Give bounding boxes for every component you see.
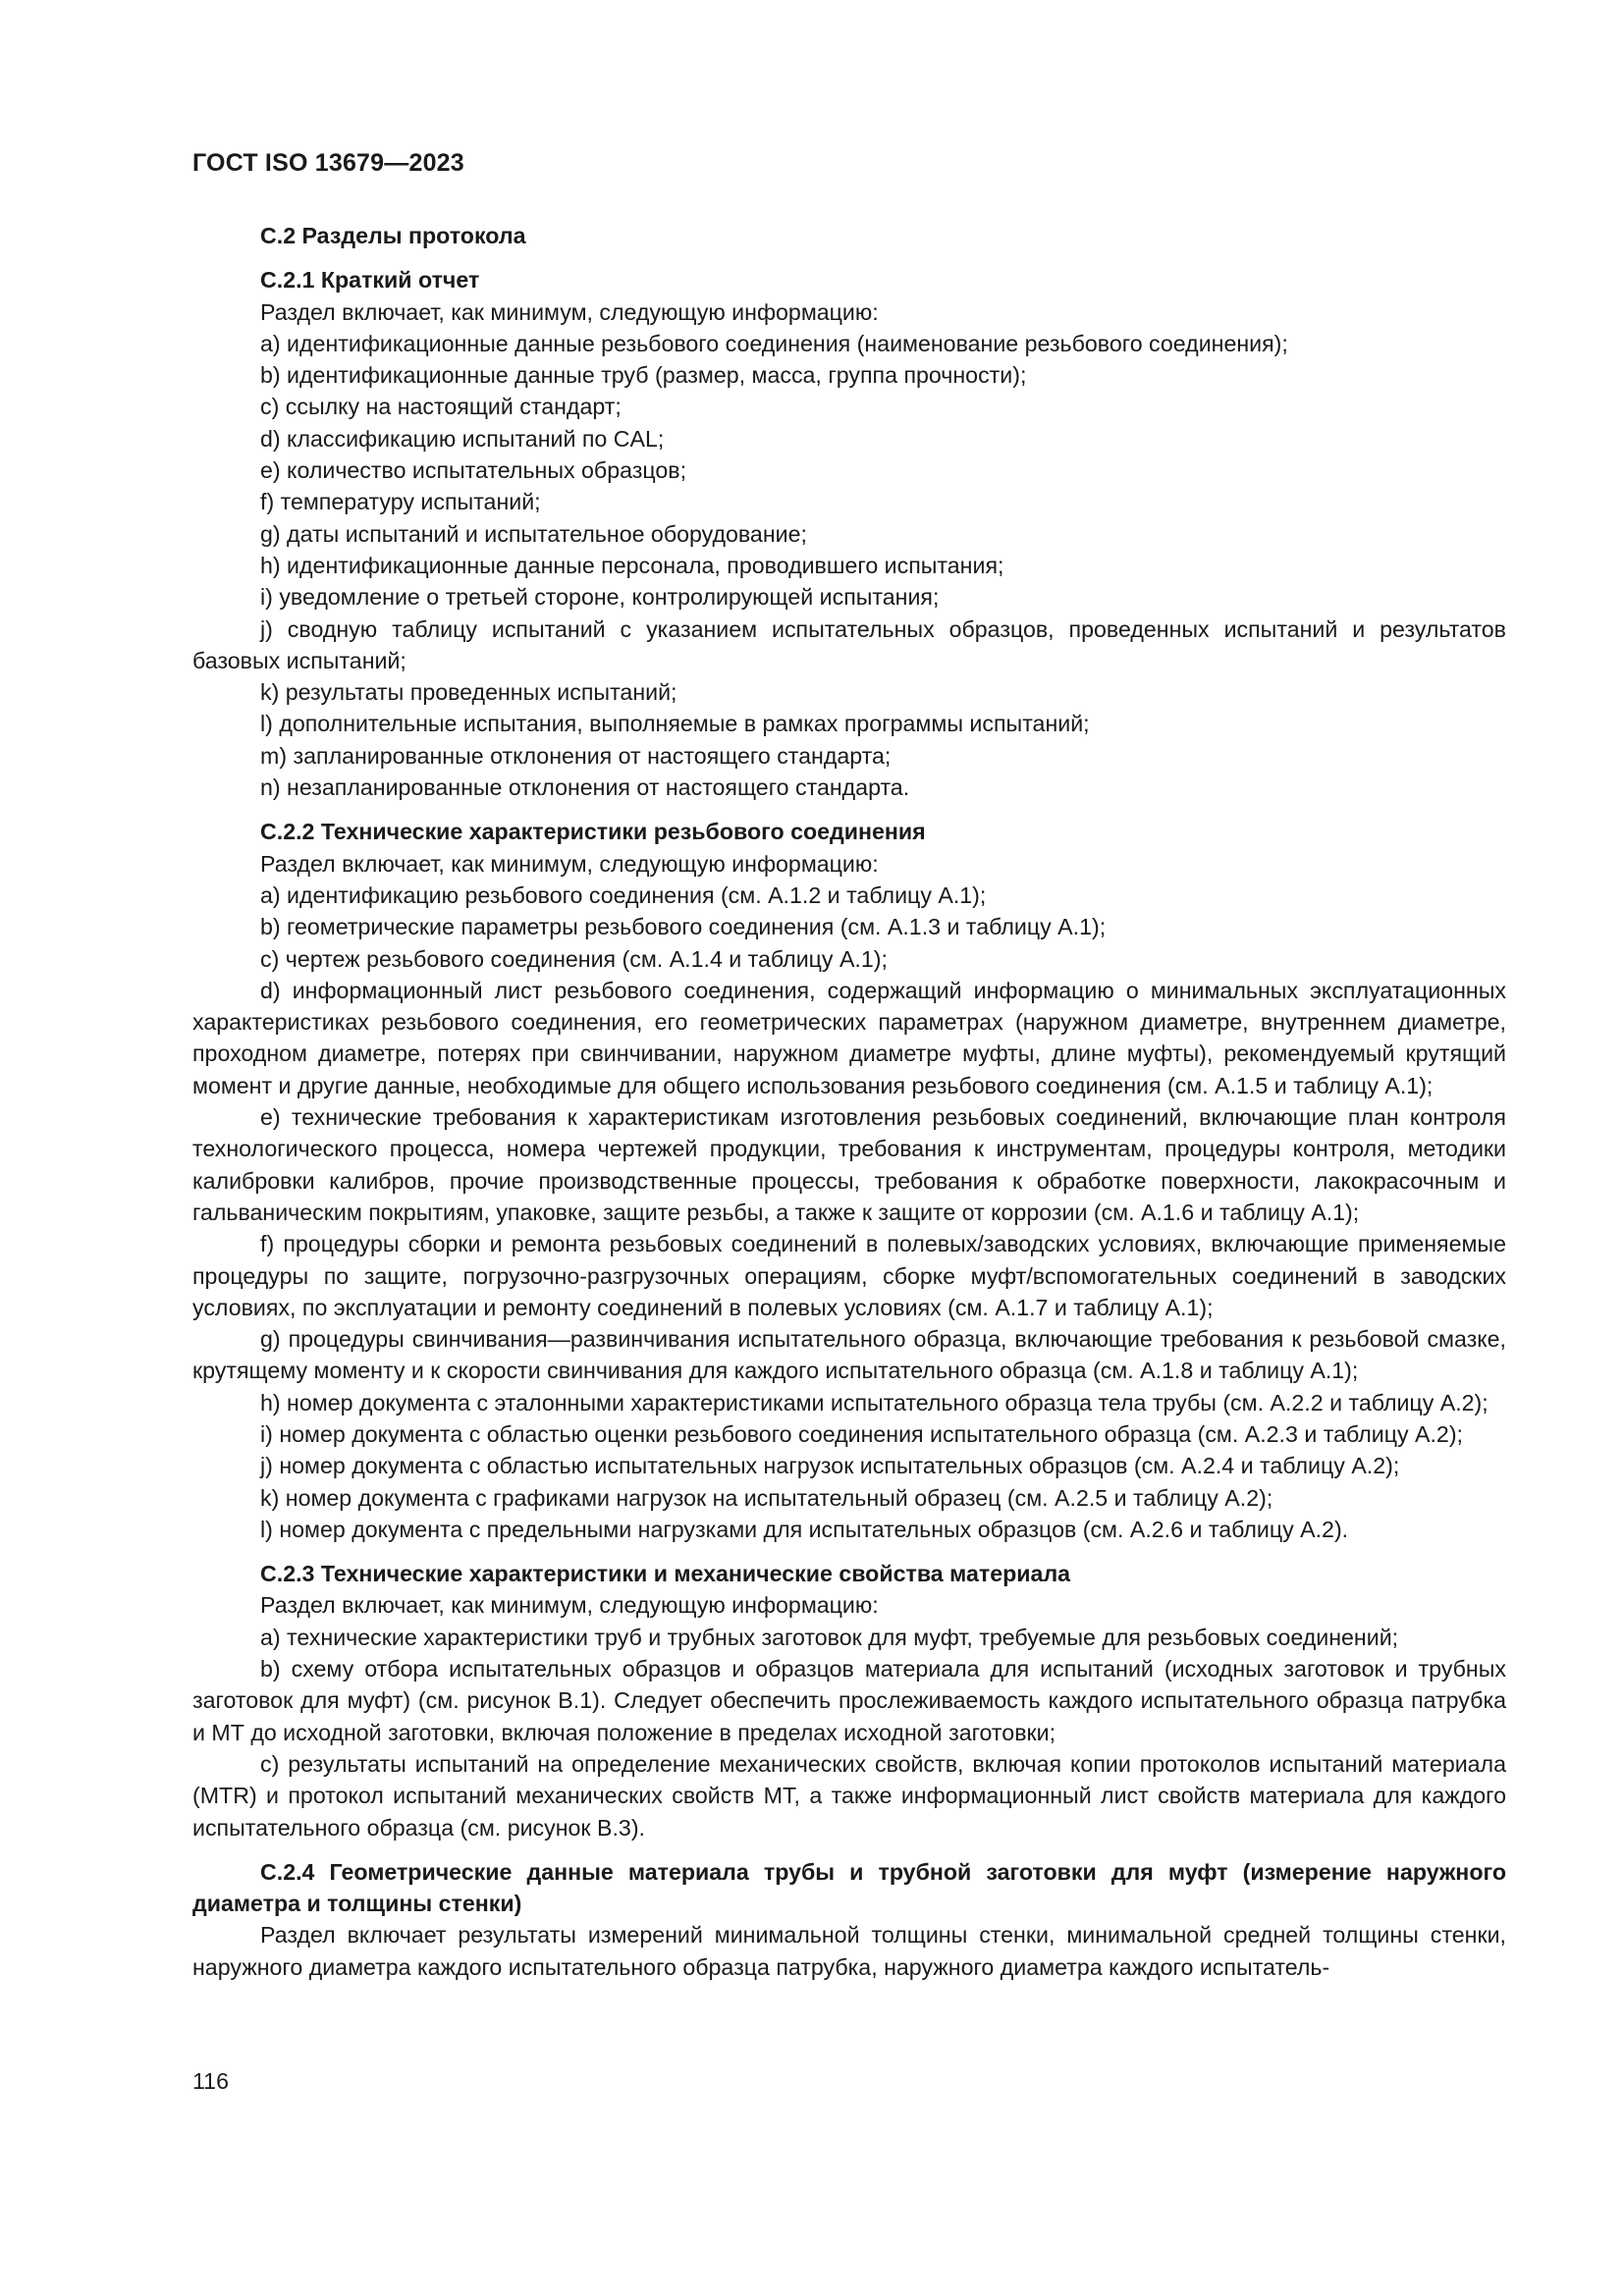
- list-item: j) сводную таблицу испытаний с указанием испытательных образцов, проведенных испытаний и результатов базовых испытаний;: [192, 615, 1506, 673]
- section-heading: С.2.3 Технические характеристики и механические свойства материала: [260, 1561, 1071, 1587]
- document-body: [192, 220, 1506, 1983]
- section-heading: С.2.1 Краткий отчет: [260, 267, 480, 294]
- list-item: d) информационный лист резьбового соединения, содержащий информацию о минимальных эксплуатационных характеристиках резьбового соединения, его геометрических параметрах (наружном диаметре, внутреннем диаметре, проходном диаметре, потерях при свинчивании, наружном диаметре муфты, длине муфты), рекомендуемый крутящий момент и другие данные, необходимые для общего использования резьбового соединения (см. А.1.5 и таблицу А.1);: [192, 977, 1506, 1098]
- list-item: b) геометрические параметры резьбового соединения (см. А.1.3 и таблицу А.1);: [260, 914, 1107, 940]
- list-item: f) температуру испытаний;: [260, 489, 541, 515]
- paragraph: Раздел включает результаты измерений минимальной толщины стенки, минимальной средней толщины стенки, наружного диаметра каждого испытательного образца патрубка, наружного диаметра каждого испытатель-: [192, 1922, 1506, 1980]
- list-item: j) номер документа с областью испытательных нагрузок испытательных образцов (см. А.2.4 и таблицу А.2);: [260, 1453, 1400, 1479]
- document-header: ГОСТ ISO 13679—2023: [192, 149, 464, 177]
- list-item: m) запланированные отклонения от настоящего стандарта;: [260, 742, 892, 769]
- list-item: l) дополнительные испытания, выполняемые в рамках программы испытаний;: [260, 711, 1090, 737]
- list-item: h) идентификационные данные персонала, проводившего испытания;: [260, 552, 1004, 578]
- list-item: k) результаты проведенных испытаний;: [260, 679, 677, 706]
- paragraph: Раздел включает, как минимум, следующую информацию:: [260, 1592, 879, 1619]
- list-item: a) технические характеристики труб и трубных заготовок для муфт, требуемые для резьбовых соединений;: [260, 1624, 1399, 1650]
- list-item: d) классификацию испытаний по CAL;: [260, 425, 665, 452]
- list-item: n) незапланированные отклонения от настоящего стандарта.: [260, 774, 910, 801]
- list-item: c) чертеж резьбового соединения (см. А.1.4 и таблицу А.1);: [260, 945, 888, 972]
- section-heading: С.2.2 Технические характеристики резьбового соединения: [260, 819, 926, 845]
- list-item: h) номер документа с эталонными характеристиками испытательного образца тела трубы (см. А.2.2 и таблицу А.2);: [260, 1389, 1489, 1415]
- list-item: g) даты испытаний и испытательное оборудование;: [260, 520, 807, 547]
- list-item: i) номер документа с областью оценки резьбового соединения испытательного образца (см. А.2.3 и таблицу А.2);: [260, 1420, 1463, 1447]
- list-item: k) номер документа с графиками нагрузок на испытательный образец (см. А.2.5 и таблицу А.2);: [260, 1484, 1273, 1511]
- list-item: i) уведомление о третьей стороне, контролирующей испытания;: [260, 584, 940, 611]
- list-item: f) процедуры сборки и ремонта резьбовых соединений в полевых/заводских условиях, включающие применяемые процедуры по защите, погрузочно-разгрузочных операциям, сборке муфт/вспомогательных соединений в заводских условиях, по эксплуатации и ремонту соединений в полевых условиях (см. А.1.7 и таблицу А.1);: [192, 1231, 1506, 1320]
- list-item: a) идентификацию резьбового соединения (см. А.1.2 и таблицу А.1);: [260, 881, 987, 908]
- list-item: g) процедуры свинчивания—развинчивания испытательного образца, включающие требования к резьбовой смазке, крутящему моменту и к скорости свинчивания для каждого испытательного образца (см. А.1.8 и таблицу А.1);: [192, 1326, 1506, 1384]
- list-item: l) номер документа с предельными нагрузками для испытательных образцов (см. А.2.6 и таблицу А.2).: [260, 1516, 1349, 1542]
- paragraph: Раздел включает, как минимум, следующую информацию:: [260, 298, 879, 325]
- list-item: e) количество испытательных образцов;: [260, 457, 687, 484]
- page-number: 116: [192, 2068, 229, 2094]
- paragraph: Раздел включает, как минимум, следующую информацию:: [260, 850, 879, 877]
- list-item: a) идентификационные данные резьбового соединения (наименование резьбового соединения);: [260, 330, 1288, 356]
- section-heading: С.2 Разделы протокола: [260, 223, 526, 248]
- list-item: b) схему отбора испытательных образцов и образцов материала для испытаний (исходных заготовок и трубных заготовок для муфт) (см. рисунок В.1). Следует обеспечить прослеживаемость каждого испытательного образца патрубка и МТ до исходной заготовки, включая положение в пределах исходной заготовки;: [192, 1656, 1506, 1745]
- section-heading: С.2.4 Геометрические данные материала трубы и трубной заготовки для муфт (измерение наружного диаметра и толщины стенки): [192, 1858, 1506, 1917]
- list-item: b) идентификационные данные труб (размер, масса, группа прочности);: [260, 362, 1027, 389]
- list-item: c) результаты испытаний на определение механических свойств, включая копии протоколов испытаний материала (MTR) и протокол испытаний механических свойств МТ, а также информационный лист свойств материала для каждого испытательного образца (см. рисунок В.3).: [192, 1750, 1506, 1841]
- list-item: c) ссылку на настоящий стандарт;: [260, 394, 622, 420]
- list-item: e) технические требования к характеристикам изготовления резьбовых соединений, включающие план контроля технологического процесса, номера чертежей продукции, требования к инструментам, процедуры контроля, методики калибровки калибров, прочие производственные процессы, требования к обработке поверхности, лакокрасочным и гальваническим покрытиям, упаковке, защите резьбы, а также к защите от коррозии (см. А.1.6 и таблицу А.1);: [192, 1104, 1506, 1225]
